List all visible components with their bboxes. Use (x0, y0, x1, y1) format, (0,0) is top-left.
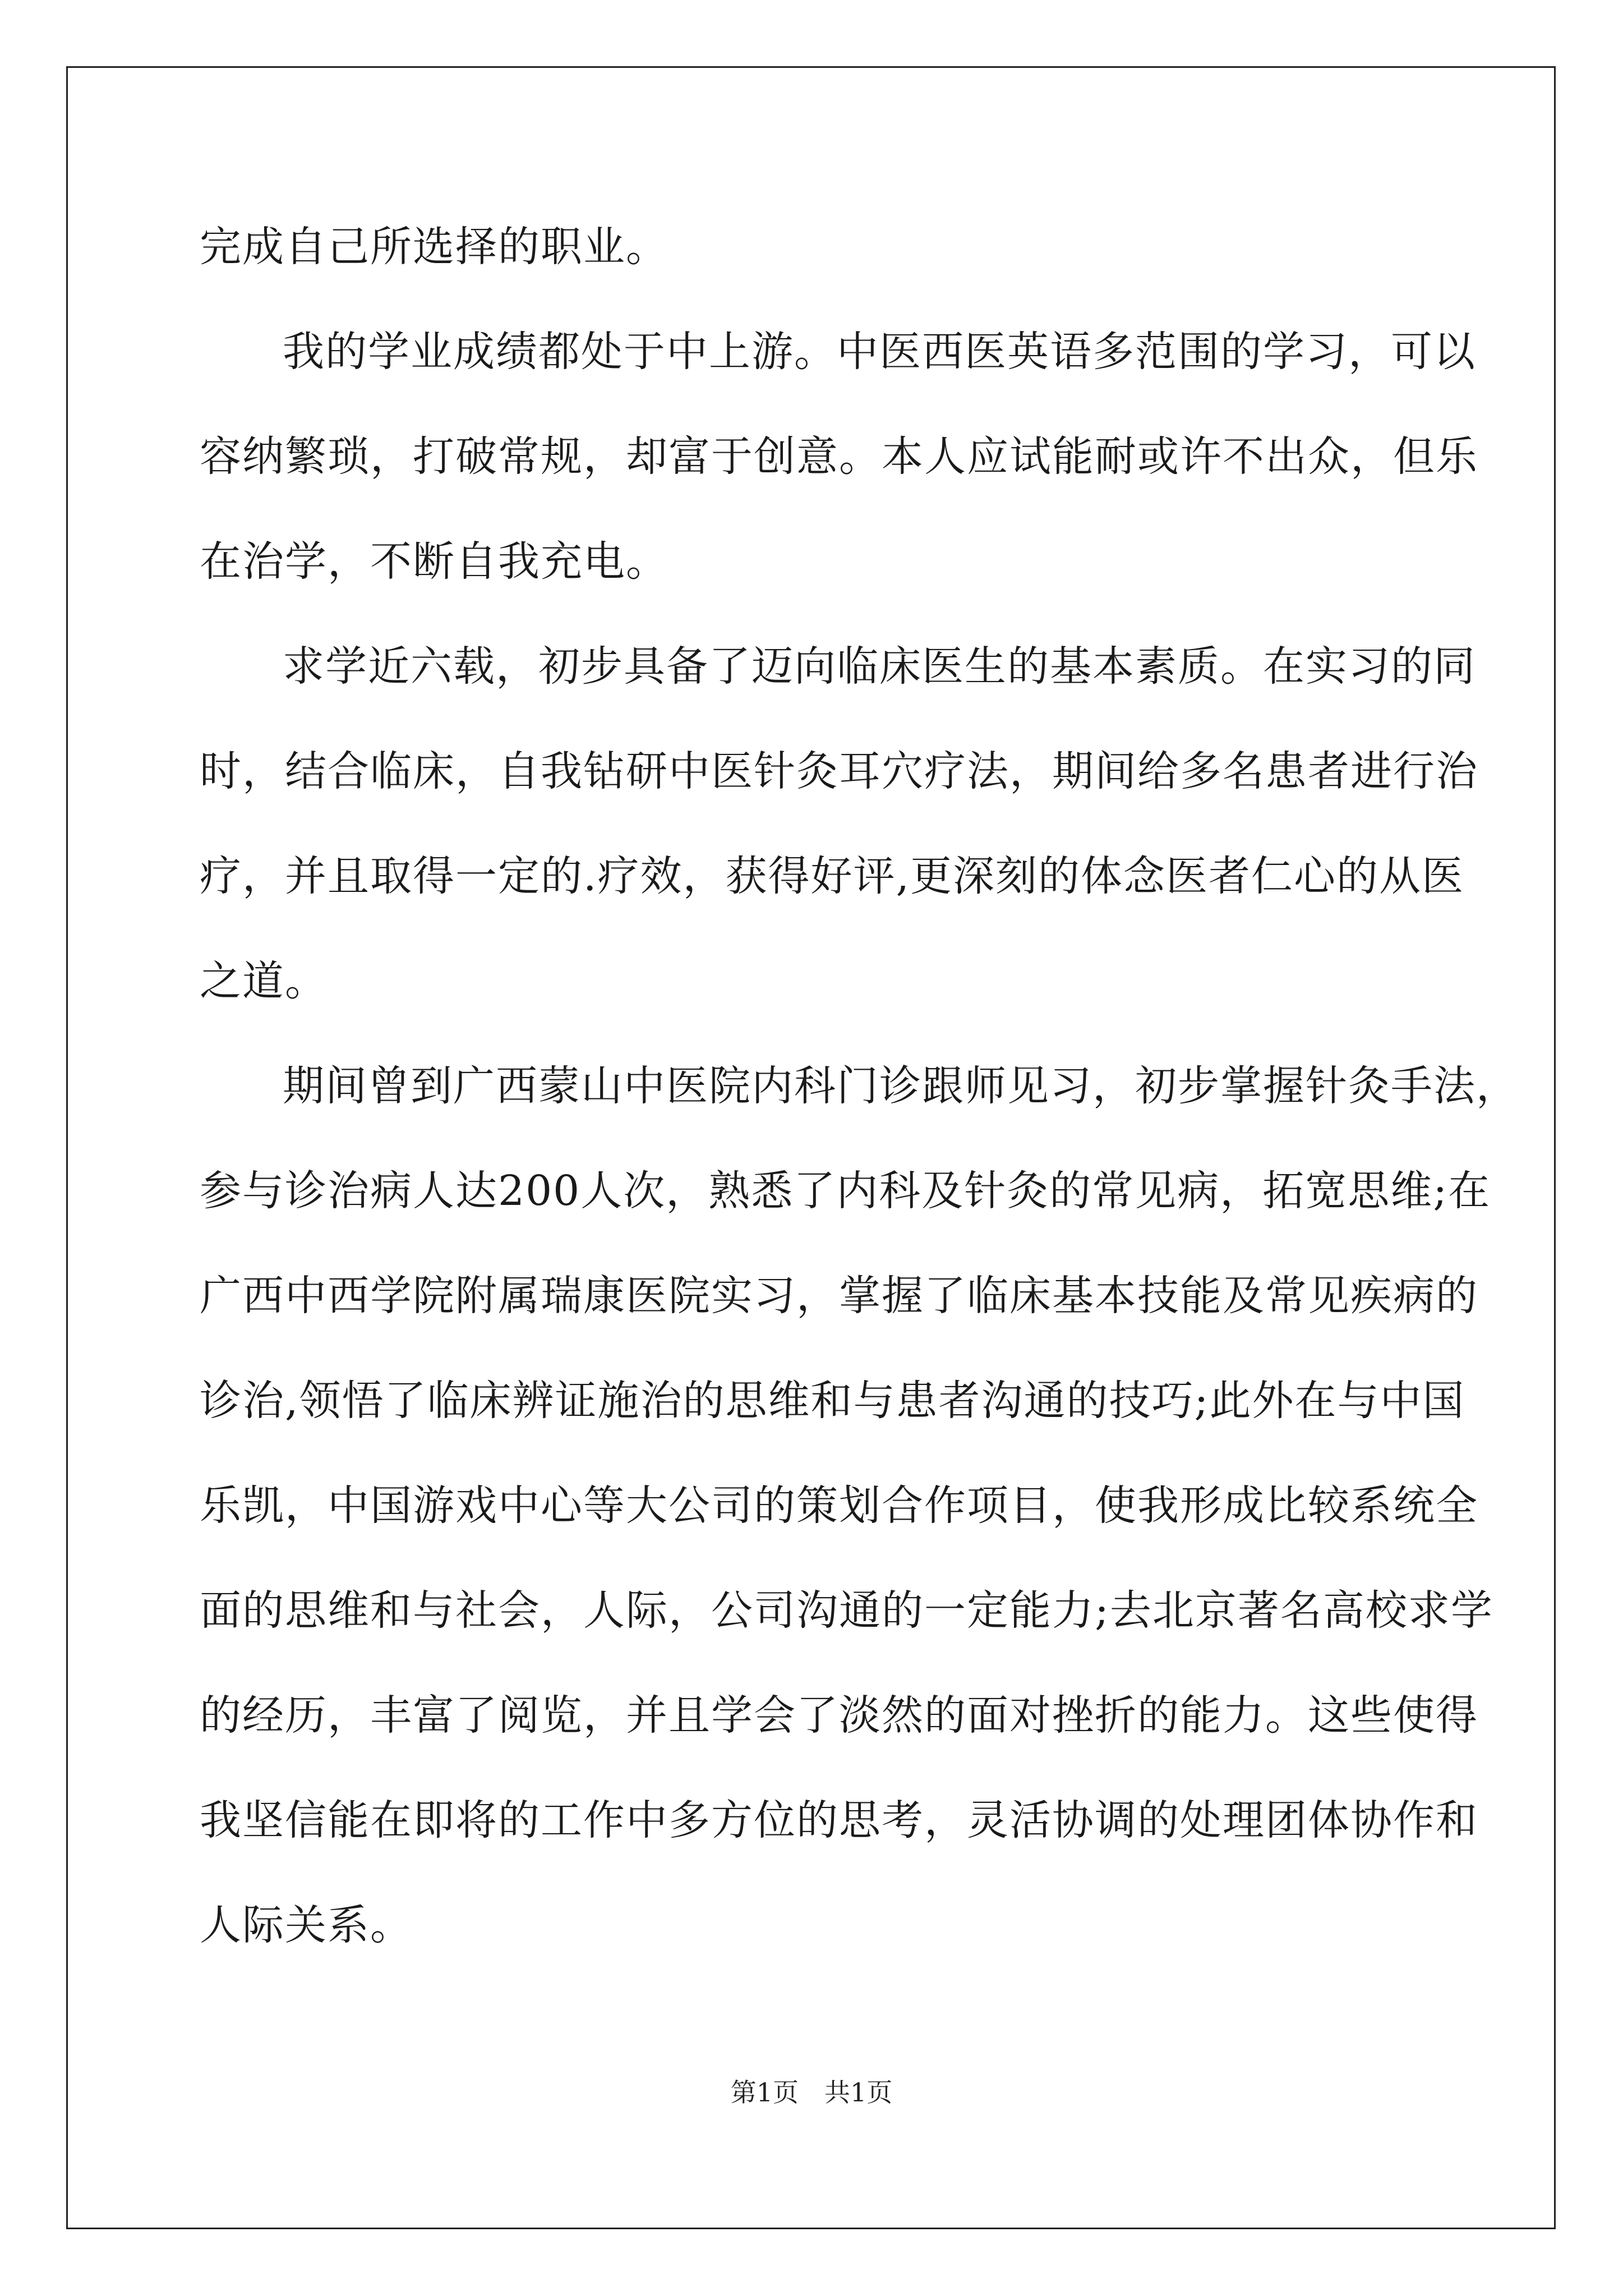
text-line: 我坚信能在即将的工作中多方位的思考，灵活协调的处理团体协作和 (200, 1796, 1478, 1844)
text-line: 广西中西学院附属瑞康医院实习，掌握了临床基本技能及常见疾病的 (200, 1272, 1478, 1320)
text-line: 之道。 (200, 957, 328, 1005)
text-line: 疗，并且取得一定的.疗效，获得好评,更深刻的体念医者仁心的从医 (200, 852, 1465, 900)
text-line: 参与诊治病人达200人次，熟悉了内科及针灸的常见病，拓宽思维;在 (200, 1167, 1491, 1215)
page-total: 共1页 (824, 2077, 893, 2108)
text-line: 的经历，丰富了阅览，并且学会了淡然的面对挫折的能力。这些使得 (200, 1691, 1478, 1740)
text-line: 面的思维和与社会，人际，公司沟通的一定能力;去北京著名高校求学 (200, 1586, 1493, 1635)
text-line: 人际关系。 (200, 1901, 413, 1949)
text-line: 容纳繁琐，打破常规，却富于创意。本人应试能耐或许不出众，但乐 (200, 432, 1478, 481)
text-line: 在治学，不断自我充电。 (200, 537, 668, 586)
text-line: 期间曾到广西蒙山中医院内科门诊跟师见习，初步掌握针灸手法， (283, 1062, 1519, 1110)
text-line: 时，结合临床，自我钻研中医针灸耳穴疗法，期间给多名患者进行治 (200, 747, 1478, 795)
text-line: 诊治,领悟了临床辨证施治的思维和与患者沟通的技巧;此外在与中国 (200, 1377, 1465, 1425)
text-line: 完成自己所选择的职业。 (200, 223, 668, 271)
page-footer (0, 2076, 1623, 2109)
page-number: 第1页 (730, 2077, 799, 2108)
text-line: 乐凯，中国游戏中心等大公司的策划合作项目，使我形成比较系统全 (200, 1481, 1478, 1530)
text-line: 求学近六载，初步具备了迈向临床医生的基本素质。在实习的同 (283, 642, 1476, 691)
text-line: 我的学业成绩都处于中上游。中医西医英语多范围的学习，可以 (283, 328, 1476, 376)
